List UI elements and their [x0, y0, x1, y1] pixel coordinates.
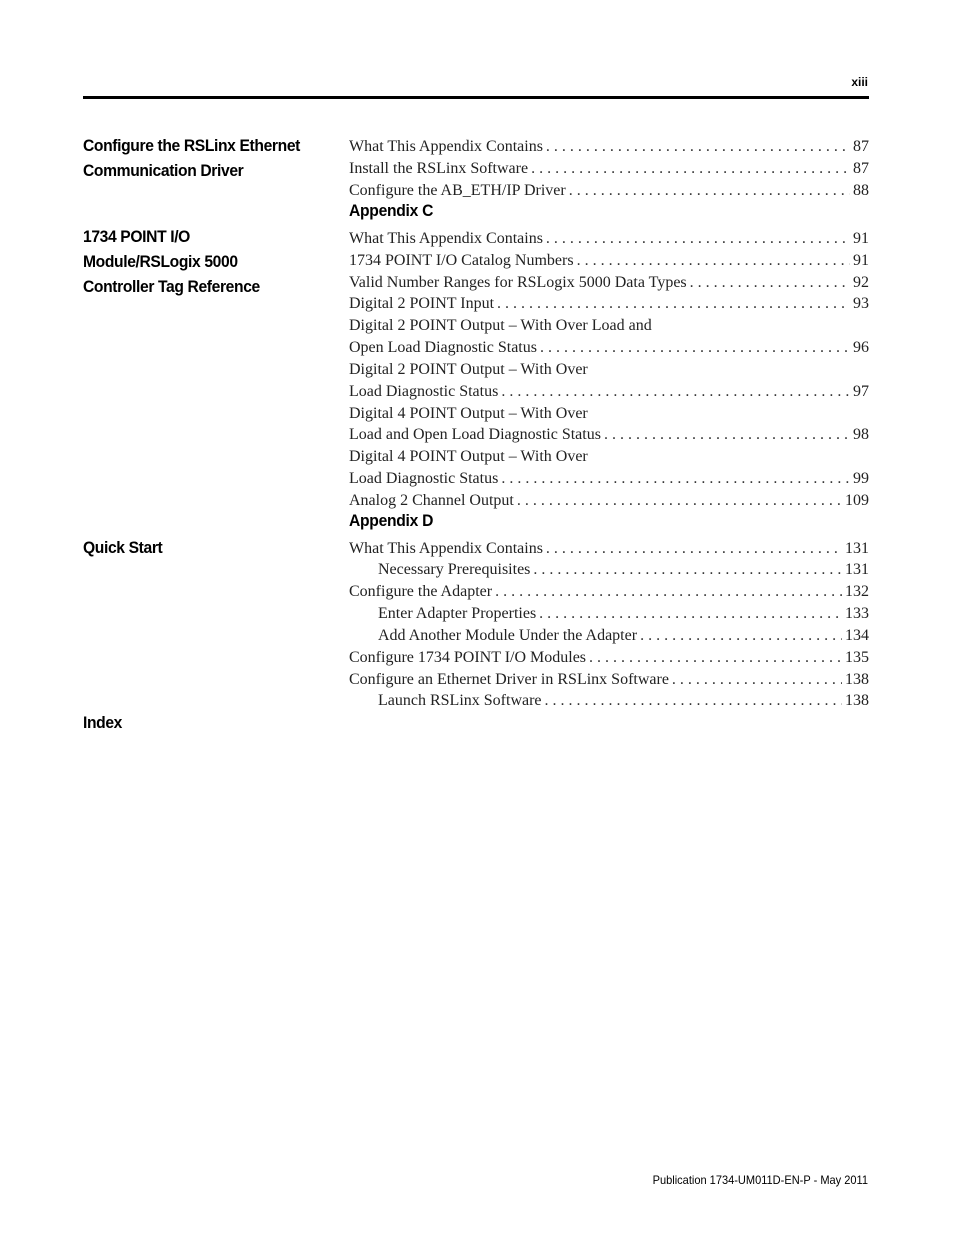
toc-entry-page: 131	[845, 540, 869, 557]
leader-dots	[545, 690, 842, 712]
leader-dots	[540, 337, 850, 359]
toc-entry-page: 92	[853, 274, 869, 291]
leader-dots	[577, 250, 850, 272]
toc-entry-page: 91	[853, 252, 869, 269]
leader-dots	[497, 293, 850, 315]
toc-entry-page: 98	[853, 426, 869, 443]
toc-entry-text: Analog 2 Channel Output	[349, 492, 514, 509]
toc-entry-page: 87	[853, 160, 869, 177]
toc-entry-page: 91	[853, 230, 869, 247]
toc-entry-first-line[interactable]: Digital 2 POINT Output – With Over Load and	[349, 317, 652, 334]
toc-entry-first-line[interactable]: Digital 2 POINT Output – With Over	[349, 361, 588, 378]
toc-entry[interactable]	[378, 603, 869, 625]
leader-dots	[501, 381, 850, 403]
toc-entry-text: What This Appendix Contains	[349, 230, 543, 247]
toc-entry[interactable]	[378, 625, 869, 647]
toc-entry-first-line[interactable]: Digital 4 POINT Output – With Over	[349, 405, 588, 422]
toc-entry-page: 88	[853, 182, 869, 199]
section-title-rslinx[interactable]: Configure the RSLinx Ethernet Communication Driver	[83, 136, 300, 180]
appendix-d-label: Appendix D	[349, 511, 434, 530]
toc-entry-first-line[interactable]: Digital 4 POINT Output – With Over	[349, 448, 588, 465]
toc-entry-page: 99	[853, 470, 869, 487]
leader-dots	[589, 647, 842, 669]
toc-entry[interactable]	[349, 669, 869, 691]
toc-entry[interactable]	[378, 559, 869, 581]
toc-entry-text: Load Diagnostic Status	[349, 383, 499, 400]
toc-entry[interactable]	[349, 647, 869, 669]
toc-entry-text: Install the RSLinx Software	[349, 160, 529, 177]
toc-entry-text: What This Appendix Contains	[349, 540, 543, 557]
leader-dots	[640, 625, 842, 647]
toc-entry-text: 1734 POINT I/O Catalog Numbers	[349, 252, 574, 269]
leader-dots	[690, 272, 850, 294]
toc-entry[interactable]	[349, 136, 869, 158]
header-rule	[83, 96, 869, 99]
toc-entry-page: 93	[853, 295, 869, 312]
toc-entry-text: Load and Open Load Diagnostic Status	[349, 426, 601, 443]
toc-entry-text: Enter Adapter Properties	[378, 605, 537, 622]
toc-entry-text: Open Load Diagnostic Status	[349, 339, 537, 356]
toc-entry-text: Configure the Adapter	[349, 583, 493, 600]
toc-entry[interactable]	[349, 424, 869, 446]
toc-entry[interactable]	[349, 490, 869, 512]
section-title-point-io[interactable]: 1734 POINT I/O Module/RSLogix 5000 Controller Tag Reference	[83, 227, 260, 296]
toc-entry-text: Launch RSLinx Software	[378, 692, 542, 709]
toc-entry[interactable]	[349, 158, 869, 180]
toc-entry-text: Digital 2 POINT Input	[349, 295, 495, 312]
leader-dots	[539, 603, 842, 625]
publication-footer: Publication 1734-UM011D-EN-P - May 2011	[652, 1173, 868, 1187]
toc-entry-page: 134	[845, 627, 869, 644]
section-title-quick-start[interactable]: Quick Start	[83, 538, 163, 557]
leader-dots	[546, 228, 850, 250]
toc-entry[interactable]	[349, 293, 869, 315]
toc-entry[interactable]	[349, 228, 869, 250]
leader-dots	[546, 136, 850, 158]
toc-entry-text: Add Another Module Under the Adapter	[378, 627, 638, 644]
toc-entry-text: Configure an Ethernet Driver in RSLinx Software	[349, 671, 669, 688]
appendix-c-label: Appendix C	[349, 201, 434, 220]
toc-entry-text: Valid Number Ranges for RSLogix 5000 Data Types	[349, 274, 687, 291]
toc-entry-page: 135	[845, 649, 869, 666]
toc-entry[interactable]	[349, 272, 869, 294]
section-title-index[interactable]: Index	[83, 713, 123, 732]
toc-entry-text: Load Diagnostic Status	[349, 470, 499, 487]
toc-entry-page: 131	[845, 561, 869, 578]
toc-entry[interactable]	[349, 180, 869, 202]
toc-entry[interactable]	[378, 690, 869, 712]
toc-entry-page: 138	[845, 671, 869, 688]
toc-entry[interactable]	[349, 250, 869, 272]
toc-entry[interactable]	[349, 581, 869, 603]
leader-dots	[517, 490, 842, 512]
toc-entry-text: Configure the AB_ETH/IP Driver	[349, 182, 566, 199]
toc-entry-text: Configure 1734 POINT I/O Modules	[349, 649, 587, 666]
toc-entry-page: 109	[845, 492, 869, 509]
toc-entry[interactable]	[349, 468, 869, 490]
leader-dots	[501, 468, 850, 490]
toc-entry-page: 133	[845, 605, 869, 622]
toc-entry-page: 97	[853, 383, 869, 400]
toc-entry[interactable]	[349, 337, 869, 359]
leader-dots	[495, 581, 842, 603]
leader-dots	[604, 424, 850, 446]
toc-entry-page: 138	[845, 692, 869, 709]
toc-entry-page: 87	[853, 138, 869, 155]
toc-entry-page: 132	[845, 583, 869, 600]
leader-dots	[569, 180, 850, 202]
page-number: xiii	[851, 75, 868, 89]
leader-dots	[672, 669, 842, 691]
leader-dots	[531, 158, 850, 180]
toc-entry-text: What This Appendix Contains	[349, 138, 543, 155]
leader-dots	[533, 559, 842, 581]
leader-dots	[546, 538, 842, 560]
toc-entry-text: Necessary Prerequisites	[378, 561, 531, 578]
toc-entry[interactable]	[349, 538, 869, 560]
toc-entry[interactable]	[349, 381, 869, 403]
toc-entry-page: 96	[853, 339, 869, 356]
